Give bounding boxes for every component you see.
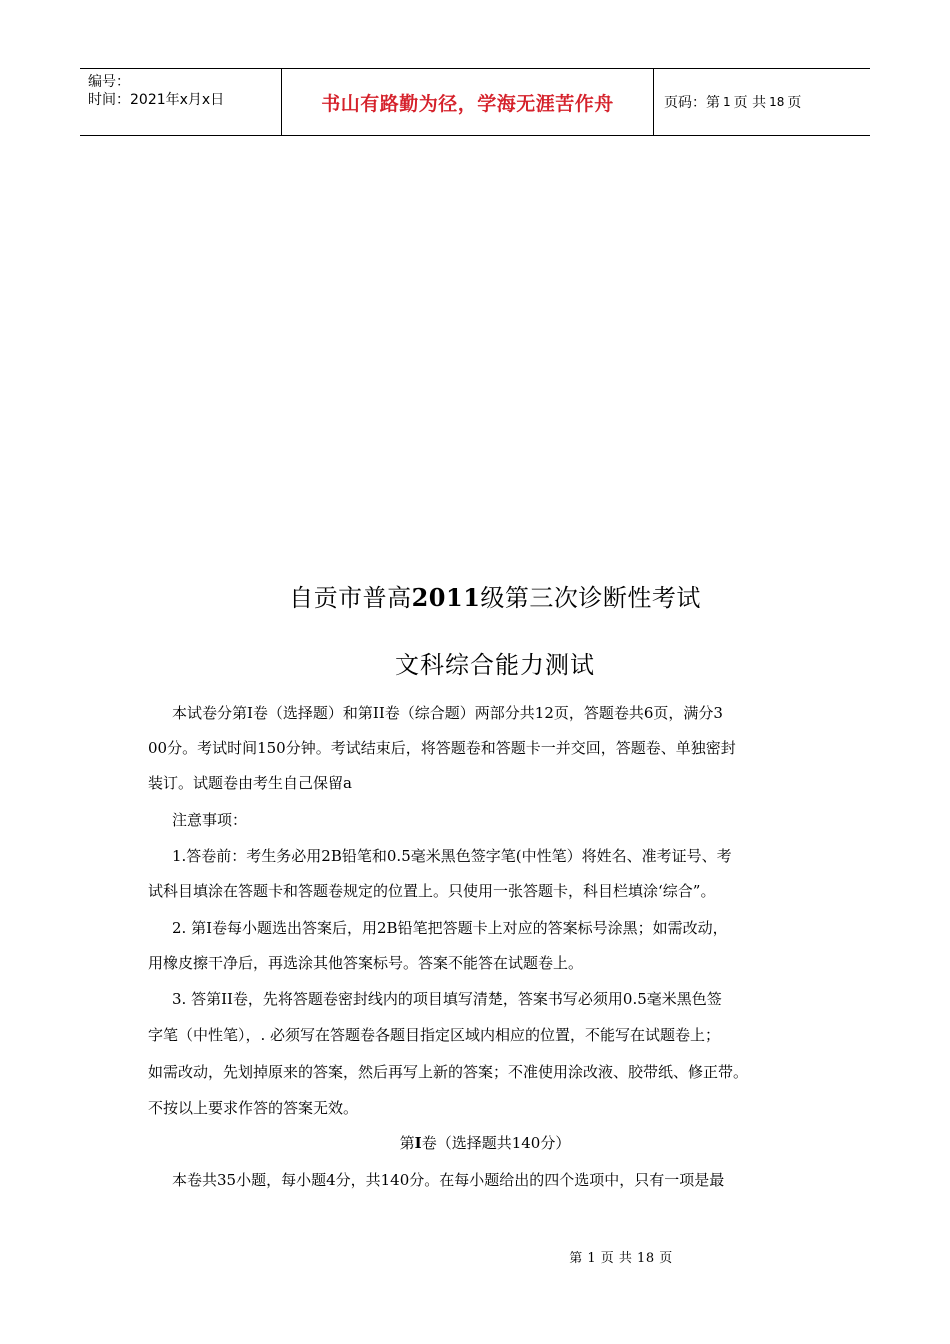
body-line-6: 试科目填涂在答题卡和答题卷规定的位置上。只使用一张答题卡，科目栏填涂‘综合”。 — [148, 882, 716, 900]
body-line-3: 装订。试题卷由考生自己保留a — [148, 774, 352, 792]
notice-heading: 注意事项： — [172, 811, 248, 829]
section-heading-prefix: 第 — [399, 1134, 415, 1152]
body-line-7: 2. 第I卷每小题选出答案后，用2B铅笔把答题卡上对应的答案标号涂黑；如需改动， — [172, 919, 728, 937]
exam-title — [0, 578, 950, 613]
section-heading — [0, 1126, 950, 1160]
exam-subtitle: 文科综合能力测试 — [395, 651, 595, 679]
page-current: 1 — [723, 95, 731, 109]
body-line-11: 如需改动，先划掉原来的答案，然后再写上新的答案；不准使用涂改液、胶带纸、修正带。 — [148, 1063, 749, 1081]
exam-title-prefix: 自贡市普高 — [289, 584, 412, 612]
page-header — [80, 68, 870, 136]
body-line-5: 1.答卷前：考生务必用2B铅笔和0.5毫米黑色签字笔(中性笔）将姓名、准考证号、考 — [172, 847, 732, 865]
serial-label: 编号： — [88, 74, 130, 90]
page-prefix: 页码：第 — [664, 95, 720, 111]
body-line-10: 字笔（中性笔），. 必须写在答题卷各题目指定区域内相应的位置，不能写在试题卷上； — [148, 1026, 721, 1044]
body-line-12: 不按以上要求作答的答案无效。 — [148, 1099, 359, 1117]
header-meta-cell — [80, 69, 281, 135]
header-page-cell — [654, 69, 870, 135]
motto-text: 书山有路勤为径，学海无涯苦作舟 — [321, 92, 614, 115]
exam-title-suffix: 级第三次诊断性考试 — [480, 584, 701, 612]
section-heading-roman: I — [414, 1134, 422, 1152]
header-motto-cell — [281, 69, 654, 135]
page-suffix: 页 — [787, 95, 802, 111]
section-heading-suffix: 卷（选择题共140分） — [421, 1134, 571, 1152]
page-mid: 页 共 — [733, 95, 767, 111]
body-line-2: 00分。考试时间150分钟。考试结束后，将答题卷和答题卡一并交回，答题卷、单独密封 — [148, 739, 736, 757]
exam-title-year: 2011 — [411, 583, 481, 612]
time-label: 时间：2021年x月x日 — [88, 92, 225, 108]
body-line-8: 用橡皮擦干净后，再选涂其他答案标号。答案不能答在试题卷上。 — [148, 954, 584, 972]
body-line-1: 本试卷分第I卷（选择题）和第II卷（综合题）两部分共12页，答题卷共6页，满分3 — [172, 704, 723, 722]
page-footer: 第 1 页 共 18 页 — [569, 1251, 673, 1266]
page-total: 18 — [769, 95, 785, 109]
section-intro-line: 本卷共35小题，每小题4分，共140分。在每小题给出的四个选项中，只有一项是最 — [172, 1171, 725, 1189]
body-line-9: 3. 答第II卷，先将答题卷密封线内的项目填写清楚，答案书写必须用0.5毫米黑色签 — [172, 990, 722, 1008]
